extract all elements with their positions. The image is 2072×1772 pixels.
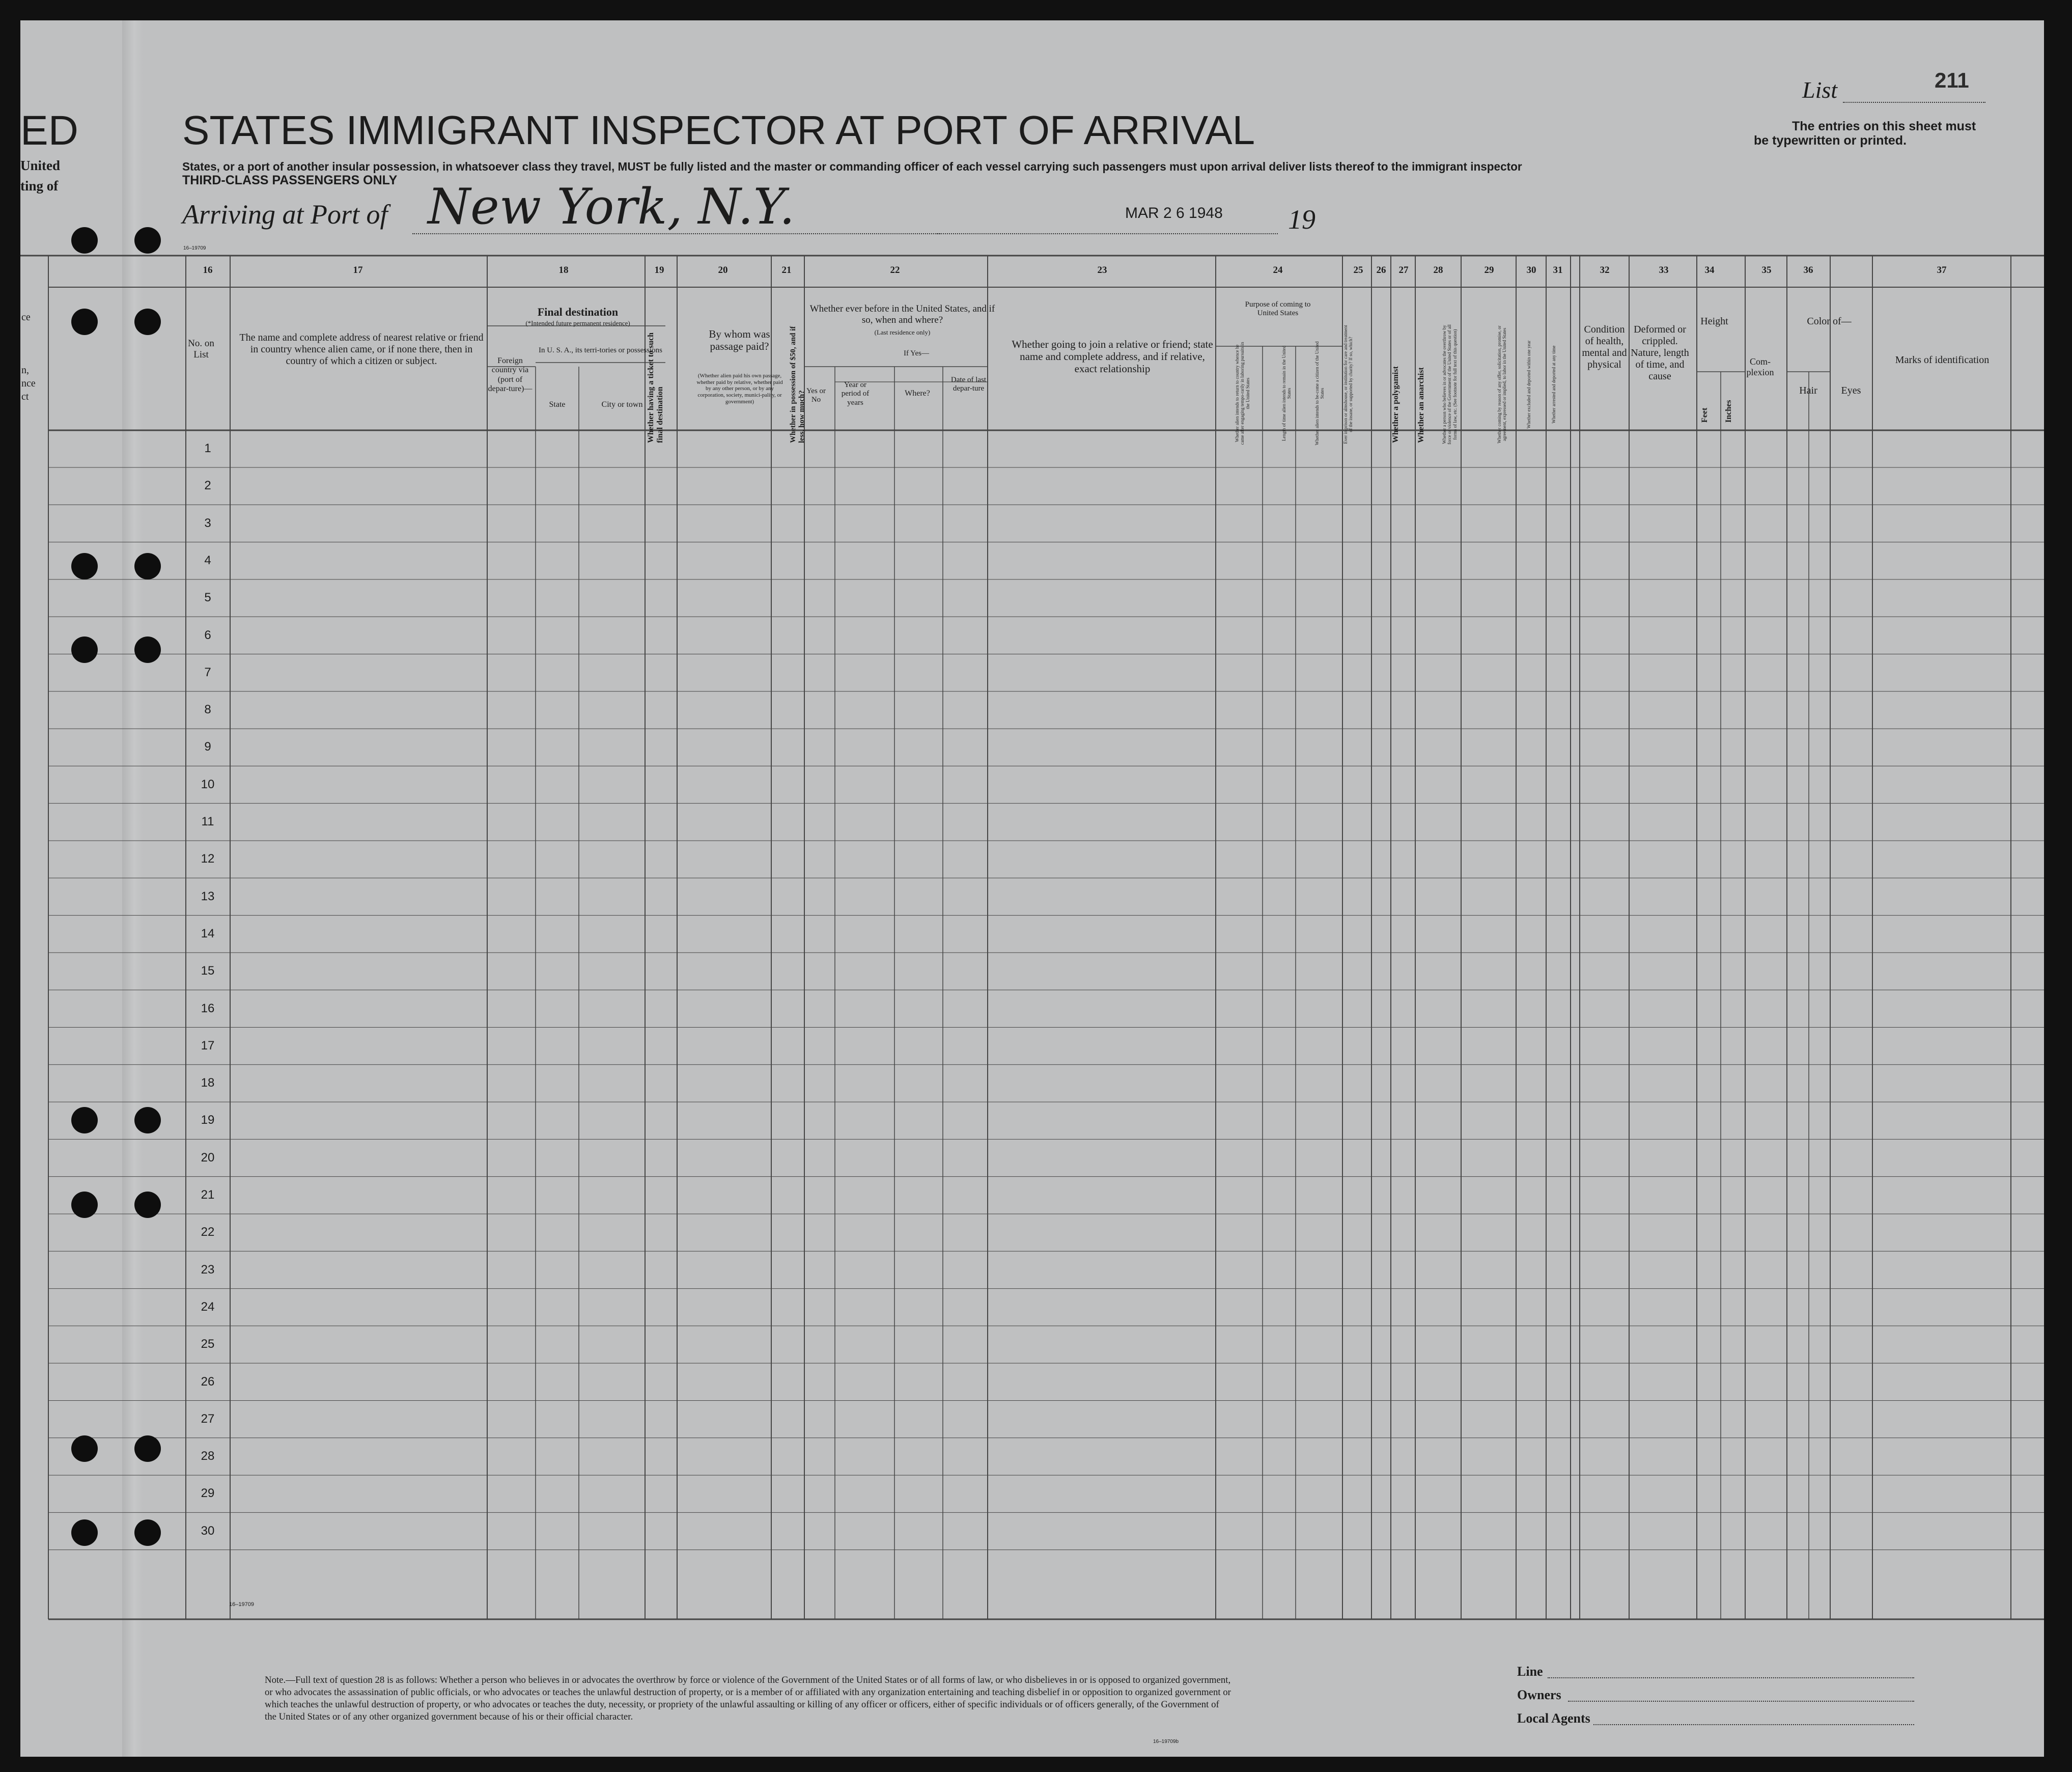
row-number: 17 bbox=[201, 1038, 215, 1053]
header-year-period: Year or period of years bbox=[841, 381, 870, 407]
row-number: 28 bbox=[201, 1449, 215, 1463]
row-number: 15 bbox=[201, 964, 215, 978]
header-purpose-length: Length of time alien intends to remain in the United States bbox=[1281, 345, 1292, 441]
manifest-sheet bbox=[20, 20, 2044, 1757]
column-number: 24 bbox=[1273, 265, 1283, 275]
header-nearest-relative: The name and complete address of nearest relative or friend in country whence alien came, or if none there, then in country of which a citizen or subject. bbox=[239, 332, 484, 367]
agents-underline bbox=[1593, 1724, 1914, 1725]
header-passage-note: (Whether alien paid his own passage, whether paid by relative, whether paid by any other person, or by any corporation, society, munici-pality, or government) bbox=[696, 373, 783, 405]
header-purpose: Purpose of coming to United States bbox=[1245, 300, 1311, 318]
column-number: 27 bbox=[1398, 265, 1409, 275]
row-number: 27 bbox=[201, 1411, 215, 1426]
punch-hole bbox=[71, 1435, 98, 1462]
footer-note: Note.—Full text of question 28 is as follows: Whether a person who believes in or advocates the overthrow by force or violence of the Government of the United States or of all forms of law, or who disbelieves in or is opposed to organized government, or who advocates the assassination of public officials, or who advocates or teaches the unlawful destruction of property, or is a member of or affiliated with any organization entertaining and teaching disbelief in or opposition to organized government or which teaches the unlawful destruction of property, or who advocates or teaches the duty, necessity, or propriety of the unlawful assaulting or killing of any officer or officers, either of specific individuals or of officers generally, of the Government of the United States or of any other organized government because of his or their official character. bbox=[265, 1675, 1231, 1722]
header-where: Where? bbox=[905, 389, 930, 398]
form-code-footer: 16–19709b bbox=[1153, 1739, 1179, 1745]
column-number: 26 bbox=[1376, 265, 1386, 275]
row-number: 30 bbox=[201, 1524, 215, 1538]
row-number: 6 bbox=[204, 628, 211, 642]
header-anarchist: Whether an anarchist bbox=[1417, 367, 1425, 443]
left-fragment-2: n, bbox=[21, 365, 29, 376]
column-number: 36 bbox=[1803, 265, 1813, 275]
table-grid bbox=[20, 20, 2044, 1757]
owners-label: Owners bbox=[1517, 1687, 1561, 1702]
header-hair: Hair bbox=[1799, 385, 1817, 396]
left-fragment-3: nce bbox=[21, 378, 36, 389]
list-number: 211 bbox=[1935, 68, 1969, 92]
header-overthrow: Whether a person who believes in or advocates the overthrow by force or violence of the Government of the United States or of all forms of law, etc. (See footnote for full text of this question) bbox=[1442, 324, 1458, 445]
row-number: 29 bbox=[201, 1486, 215, 1501]
row-number: 2 bbox=[204, 479, 211, 493]
punch-hole bbox=[71, 553, 98, 579]
column-number: 34 bbox=[1704, 265, 1715, 275]
header-in-usa: In U. S. A., its terri-tories or possessions bbox=[539, 346, 662, 354]
row-number: 20 bbox=[201, 1150, 215, 1165]
left-fragment-4: ct bbox=[21, 391, 29, 402]
column-number: 31 bbox=[1553, 265, 1563, 275]
punch-hole bbox=[71, 1107, 98, 1133]
list-label: List bbox=[1802, 77, 1838, 103]
row-number: 14 bbox=[201, 926, 215, 940]
column-number: 33 bbox=[1659, 265, 1669, 275]
row-number: 1 bbox=[204, 441, 211, 455]
punch-hole bbox=[134, 309, 161, 335]
column-number: 22 bbox=[890, 265, 900, 275]
subtitle: States, or a port of another insular possession, in whatsoever class they travel, MUST be fully listed and the master or commanding officer of each vessel carrying such passengers must upon arrival deliver lists thereof to the immigrant inspector bbox=[182, 160, 1522, 173]
column-number: 18 bbox=[558, 265, 569, 275]
header-polygamist: Whether a polygamist bbox=[1391, 366, 1400, 443]
column-number: 28 bbox=[1433, 265, 1443, 275]
punch-hole bbox=[134, 1192, 161, 1218]
agents-label: Local Agents bbox=[1517, 1711, 1590, 1726]
header-foreign-country: Foreign country via (port of depar-ture)— bbox=[488, 356, 533, 394]
header-no-on-list: No. on List bbox=[188, 338, 214, 360]
header-city: City or town bbox=[601, 400, 643, 409]
entries-note-2: be typewritten or printed. bbox=[1754, 133, 1907, 148]
header-excluded: Whether excluded and deported within one year bbox=[1526, 340, 1531, 429]
line-label: Line bbox=[1517, 1664, 1543, 1679]
header-if-yes: If Yes— bbox=[903, 349, 929, 357]
column-number: 23 bbox=[1097, 265, 1107, 275]
column-number: 25 bbox=[1353, 265, 1363, 275]
header-prison: Ever in prison or almshouse, or institution for care and treatment of the insane, or supported by charity? If so, which? bbox=[1343, 325, 1354, 444]
row-number: 23 bbox=[201, 1262, 215, 1277]
row-number: 12 bbox=[201, 852, 215, 866]
punch-hole bbox=[134, 636, 161, 663]
column-number: 29 bbox=[1484, 265, 1494, 275]
left-margin-line-1: United bbox=[20, 158, 61, 173]
header-ever-before: Whether ever before in the United States, and if so, when and where? bbox=[809, 303, 995, 325]
header-arrested: Whether arrested and deported at any time bbox=[1551, 345, 1556, 424]
punch-hole bbox=[71, 1192, 98, 1218]
row-number: 19 bbox=[201, 1113, 215, 1127]
row-number: 10 bbox=[201, 777, 215, 791]
header-yes-no: Yes or No bbox=[806, 387, 826, 404]
row-number: 21 bbox=[201, 1188, 215, 1202]
row-number: 4 bbox=[204, 553, 211, 567]
form-code-bottom-left: 16–19709 bbox=[229, 1601, 254, 1608]
arriving-label: Arriving at Port of bbox=[182, 199, 388, 230]
punch-hole bbox=[134, 1107, 161, 1133]
header-fifty-dollars: Whether in possession of $50, and if less, how much? bbox=[789, 326, 806, 443]
owners-underline bbox=[1568, 1701, 1914, 1702]
class-note: THIRD-CLASS PASSENGERS ONLY bbox=[182, 173, 398, 187]
year-prefix: 19 bbox=[1288, 204, 1315, 235]
column-number: 17 bbox=[353, 265, 363, 275]
row-number: 9 bbox=[204, 740, 211, 754]
header-inches: Inches bbox=[1724, 400, 1733, 423]
entries-note-1: The entries on this sheet must bbox=[1792, 119, 1976, 133]
header-purpose-return: Whether alien intends to return to country whence he came after engaging tempo-rarily in laboring pursuits in the United States bbox=[1235, 342, 1250, 445]
left-fragment-1: ce bbox=[21, 312, 31, 323]
header-passage-paid: By whom was passage paid? bbox=[709, 328, 770, 353]
punch-hole bbox=[71, 227, 98, 254]
punch-hole bbox=[134, 227, 161, 254]
form-code-top: 16–19709 bbox=[183, 245, 206, 251]
punch-hole bbox=[71, 309, 98, 335]
column-number: 16 bbox=[203, 265, 213, 275]
header-condition-health: Condition of health, mental and physical bbox=[1582, 324, 1627, 370]
column-number: 19 bbox=[654, 265, 664, 275]
row-number: 3 bbox=[204, 516, 211, 530]
row-number: 7 bbox=[204, 665, 211, 679]
row-number: 18 bbox=[201, 1076, 215, 1090]
header-last-residence: (Last residence only) bbox=[874, 328, 931, 336]
header-state: State bbox=[549, 400, 566, 409]
header-deformed: Deformed or crippled. Nature, length of time, and cause bbox=[1631, 324, 1689, 382]
header-feet: Feet bbox=[1700, 407, 1709, 423]
row-number: 11 bbox=[201, 815, 214, 828]
column-number: 30 bbox=[1526, 265, 1536, 275]
left-margin-line-2: ting of bbox=[20, 178, 59, 193]
punch-hole bbox=[134, 1435, 161, 1462]
column-number: 35 bbox=[1761, 265, 1772, 275]
header-final-destination: Final destination bbox=[537, 306, 619, 318]
line-underline bbox=[1548, 1677, 1914, 1678]
title-partial-left: ED bbox=[20, 107, 78, 154]
column-number: 20 bbox=[718, 265, 728, 275]
header-offer-labor: Whether coming by reason of any offer, solicitation, promise, or agreement, expressed or implied, to labor in the United States bbox=[1497, 325, 1507, 444]
header-final-destination-note: (*Intended future permanent residence) bbox=[525, 319, 630, 327]
row-number: 22 bbox=[201, 1225, 215, 1239]
punch-hole bbox=[71, 1519, 98, 1546]
column-number: 21 bbox=[781, 265, 792, 275]
header-join-relative: Whether going to join a relative or friend; state name and complete address, and if relative, exact relationship bbox=[1012, 338, 1213, 375]
port-handwritten: New York, N.Y. bbox=[428, 178, 795, 235]
row-number: 26 bbox=[201, 1374, 215, 1389]
header-color-of: Color of— bbox=[1807, 316, 1852, 327]
row-number: 16 bbox=[201, 1001, 215, 1015]
page-title: STATES IMMIGRANT INSPECTOR AT PORT OF ARRIVAL bbox=[182, 107, 1255, 153]
column-number: 37 bbox=[1937, 265, 1947, 275]
header-purpose-citizen: Whether alien intends to be-come a citizen of the United States bbox=[1314, 341, 1325, 446]
row-number: 8 bbox=[204, 703, 211, 717]
header-eyes: Eyes bbox=[1841, 385, 1861, 396]
row-number: 13 bbox=[201, 889, 215, 903]
punch-hole bbox=[134, 553, 161, 579]
header-date-departure: Date of last depar-ture bbox=[950, 376, 987, 393]
row-number: 5 bbox=[204, 591, 211, 605]
header-ticket: Whether having a ticket to such final destination bbox=[647, 332, 664, 443]
date-stamp: MAR 2 6 1948 bbox=[1125, 205, 1223, 222]
header-height: Height bbox=[1700, 316, 1728, 327]
header-complexion: Com-plexion bbox=[1746, 356, 1774, 377]
punch-hole bbox=[134, 1519, 161, 1546]
header-marks: Marks of identification bbox=[1895, 354, 1990, 366]
row-number: 25 bbox=[201, 1337, 215, 1351]
punch-hole bbox=[71, 636, 98, 663]
column-number: 32 bbox=[1600, 265, 1610, 275]
row-number: 24 bbox=[201, 1299, 215, 1314]
